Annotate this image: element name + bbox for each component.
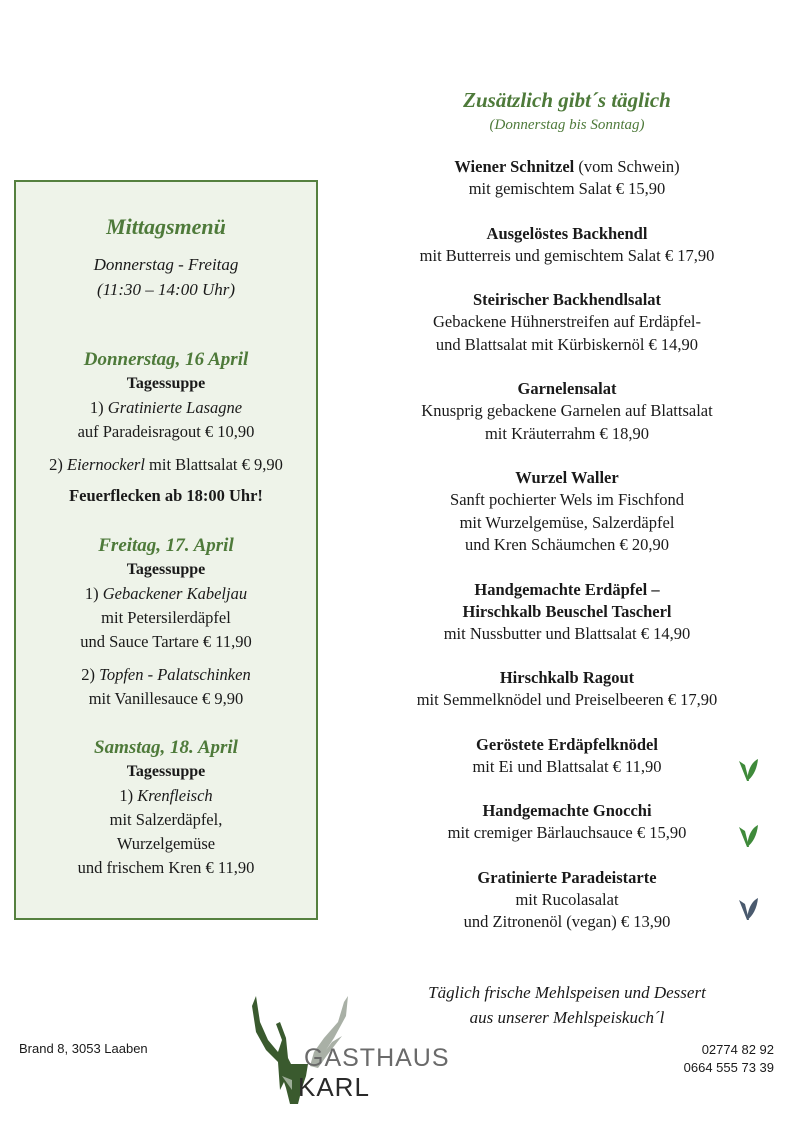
- menu-item-desc: Gebackene Hühnerstreifen auf Erdäpfel-: [433, 312, 701, 331]
- item-title-extra: (vom Schwein): [574, 157, 680, 176]
- menu-item-desc: mit Semmelknödel und Preiselbeeren € 17,90: [416, 690, 718, 709]
- dish-number: 1): [119, 786, 134, 805]
- item-title: Garnelensalat: [517, 379, 617, 398]
- special-note: Feuerflecken ab 18:00 Uhr!: [69, 486, 263, 505]
- dish-number: 1): [89, 398, 104, 417]
- soup-label: Tagessuppe: [126, 375, 206, 392]
- item-title: Steirischer Backhendlsalat: [472, 290, 662, 309]
- item-title: Wiener Schnitzel: [454, 157, 575, 176]
- dish-name: Krenfleisch: [137, 786, 213, 805]
- address: Brand 8, 3053 Laaben: [19, 1041, 148, 1056]
- menu-item-name: [392, 156, 742, 178]
- menu-item-name: [392, 867, 742, 889]
- menu-item: [392, 667, 742, 712]
- dish-1: [16, 396, 316, 420]
- menu-item-desc: mit Ei und Blattsalat € 11,90: [472, 756, 662, 776]
- dish-desc: mit Petersilerdäpfel: [101, 608, 231, 627]
- menu-item-name: [392, 467, 742, 489]
- day-heading: Samstag, 18. April: [94, 737, 238, 758]
- lunch-days: Donnerstag - Freitag: [93, 255, 239, 274]
- menu-item-desc: Knusprig gebackene Garnelen auf Blattsalat: [421, 401, 713, 420]
- menu-item-name: [392, 800, 742, 822]
- footer-line-2: aus unserer Mehlspeiskuch´l: [469, 1008, 665, 1027]
- footer-line-1: Täglich frische Mehlspeisen und Dessert: [428, 983, 706, 1002]
- dish-1: [16, 582, 316, 606]
- dish-name: Topfen - Palatschinken: [99, 665, 251, 684]
- phone-1: 02774 82 92: [701, 1042, 774, 1057]
- menu-item-name-2: Hirschkalb Beuschel Tascherl: [462, 601, 672, 621]
- lunch-menu-box: [14, 180, 318, 920]
- dish-name: Gebackener Kabeljau: [102, 584, 248, 603]
- day-saturday: [16, 736, 316, 880]
- phone-2: 0664 555 73 39: [683, 1060, 774, 1075]
- dish-desc: und Sauce Tartare € 11,90: [80, 632, 252, 651]
- item-title: Hirschkalb Ragout: [499, 668, 635, 687]
- dish-desc: mit Blattsalat € 9,90: [149, 455, 283, 474]
- menu-item-desc: mit Nussbutter und Blattsalat € 14,90: [443, 623, 691, 643]
- dish-number: 2): [49, 455, 63, 474]
- lunch-hours: (11:30 – 14:00 Uhr): [96, 280, 236, 299]
- menu-item-name: [392, 378, 742, 400]
- item-title: Handgemachte Erdäpfel –: [474, 579, 660, 599]
- menu-item-name: [392, 579, 742, 601]
- menu-item-desc: Sanft pochierter Wels im Fischfond: [450, 490, 684, 509]
- vegetarian-leaf-icon: [737, 823, 759, 849]
- menu-item: [392, 734, 742, 779]
- day-heading: Freitag, 17. April: [98, 535, 234, 556]
- daily-subtitle: (Donnerstag bis Sonntag): [489, 117, 645, 133]
- dish-desc: auf Paradeisragout € 10,90: [77, 422, 255, 441]
- day-thursday: [16, 348, 316, 508]
- dish-2: [16, 453, 316, 477]
- daily-menu: [392, 88, 742, 956]
- item-title: Wurzel Waller: [515, 468, 619, 487]
- menu-item-name: [392, 734, 742, 756]
- gasthaus-logo: [248, 992, 468, 1104]
- soup-label: Tagessuppe: [126, 763, 206, 780]
- dish-desc: Wurzelgemüse: [116, 834, 216, 853]
- dish-desc: mit Salzerdäpfel,: [109, 810, 223, 829]
- menu-item-desc: mit cremiger Bärlauchsauce € 15,90: [447, 823, 687, 842]
- menu-item-name: [392, 223, 742, 245]
- menu-item: [392, 467, 742, 557]
- dish-desc: und frischem Kren € 11,90: [77, 858, 255, 877]
- item-title: Gratinierte Paradeistarte: [477, 867, 657, 887]
- menu-item: [392, 867, 742, 934]
- menu-item-desc: mit Rucolasalat: [515, 889, 619, 909]
- logo-line-2: KARL: [298, 1072, 370, 1102]
- menu-item-desc: mit Butterreis und gemischtem Salat € 17,90: [419, 245, 715, 265]
- menu-item-desc: und Blattsalat mit Kürbiskernöl € 14,90: [435, 334, 699, 354]
- menu-item-name: [392, 289, 742, 311]
- dish-1: [16, 784, 316, 808]
- menu-item: [392, 156, 742, 201]
- day-heading: Donnerstag, 16 April: [83, 349, 249, 370]
- item-title: Ausgelöstes Backhendl: [486, 223, 648, 243]
- item-title: Geröstete Erdäpfelknödel: [476, 734, 658, 754]
- vegan-leaf-icon: [737, 896, 759, 922]
- dish-number: 2): [81, 665, 96, 684]
- phone-numbers: [684, 1041, 774, 1077]
- daily-title: Zusätzlich gibt´s täglich: [463, 88, 671, 112]
- menu-item-name: [392, 667, 742, 689]
- lunch-title: Mittagsmenü: [106, 214, 226, 239]
- day-friday: [16, 534, 316, 711]
- menu-item-desc: mit gemischtem Salat € 15,90: [468, 179, 666, 198]
- soup-label: Tagessuppe: [126, 561, 206, 578]
- menu-item: [392, 579, 742, 646]
- menu-item-desc: mit Kräuterrahm € 18,90: [484, 423, 650, 443]
- daily-items: [392, 156, 742, 934]
- dish-desc: mit Vanillesauce € 9,90: [88, 689, 244, 708]
- dish-name: Eiernockerl: [67, 455, 145, 474]
- logo-line-1: GASTHAUS: [304, 1044, 450, 1072]
- item-title: Handgemachte Gnocchi: [482, 801, 652, 820]
- dish-number: 1): [84, 584, 99, 603]
- menu-item-desc: mit Wurzelgemüse, Salzerdäpfel: [459, 512, 675, 532]
- vegetarian-leaf-icon: [737, 757, 759, 783]
- menu-item: [392, 223, 742, 268]
- dish-2: [16, 663, 316, 687]
- menu-item: [392, 378, 742, 445]
- menu-item: [392, 289, 742, 356]
- dish-name: Gratinierte Lasagne: [107, 398, 243, 417]
- menu-item-desc: und Zitronenöl (vegan) € 13,90: [463, 912, 671, 931]
- menu-item-desc: und Kren Schäumchen € 20,90: [465, 535, 669, 554]
- menu-item: [392, 800, 742, 845]
